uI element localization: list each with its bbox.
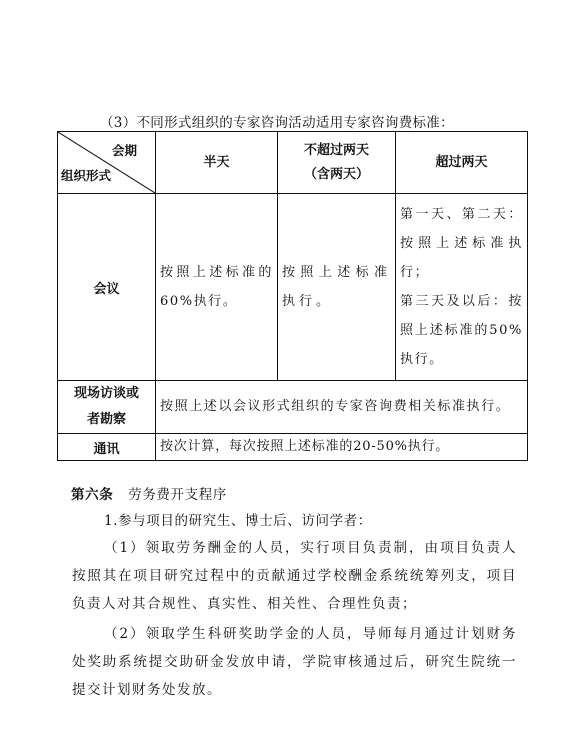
table-row-meeting [58,194,528,381]
meeting-half-day-cell: 按照上述标准的60%执行。 [156,194,278,381]
meeting-over-two-days-line1: 第一天、第二天：按照上述标准执行； [400,207,523,280]
corner-header-period: 会期 [111,143,137,158]
item-1-heading: 1.参与项目的研究生、博士后、访问学者： [104,513,372,529]
header-over-two-days: 超过两天 [396,132,528,194]
table-corner-cell [58,132,156,194]
corner-header-form: 组织形式 [61,168,112,183]
table-row-visit [58,381,528,434]
expert-fee-table [57,131,528,461]
communication-content-cell: 按次计算，每次按照上述标准的20-50%执行。 [156,434,528,461]
meeting-over-two-days-cell [396,194,528,381]
header-within-two-days [278,132,396,194]
table-caption: （3）不同形式组织的专家咨询活动适用专家咨询费标准： [100,115,454,131]
section-title: 劳务费开支程序 [128,487,227,503]
header-within-two-days-line2: （含两天） [303,166,369,182]
table-row-communication [58,434,528,461]
section-heading [71,483,227,503]
paragraph-1: （1）领取劳务酬金的人员，实行项目负责制，由项目负责人按照其在项目研究过程中的贡献通过学校酬金系统统筹列支，项目负责人对其合规性、真实性、相关性、合理性负责； [72,540,517,612]
row-label-communication: 通讯 [58,434,156,461]
header-half-day: 半天 [156,132,278,194]
meeting-over-two-days-line2: 第三天及以后：按照上述标准的50%执行。 [400,294,523,367]
paragraph-2: （2）领取学生科研奖助学金的人员，导师每月通过计划财务处奖助系统提交助研金发放申请，学院审核通过后，研究生院统一提交计划财务处发放。 [72,626,517,698]
meeting-within-two-days-cell: 按照上述标准执行。 [278,194,396,381]
section-number: 第六条 [71,487,114,503]
row-label-visit: 现场访谈或者勘察 [58,381,156,434]
header-within-two-days-line1: 不超过两天 [303,142,369,158]
visit-content-cell: 按照上述以会议形式组织的专家咨询费相关标准执行。 [156,381,528,434]
row-label-meeting: 会议 [58,194,156,381]
